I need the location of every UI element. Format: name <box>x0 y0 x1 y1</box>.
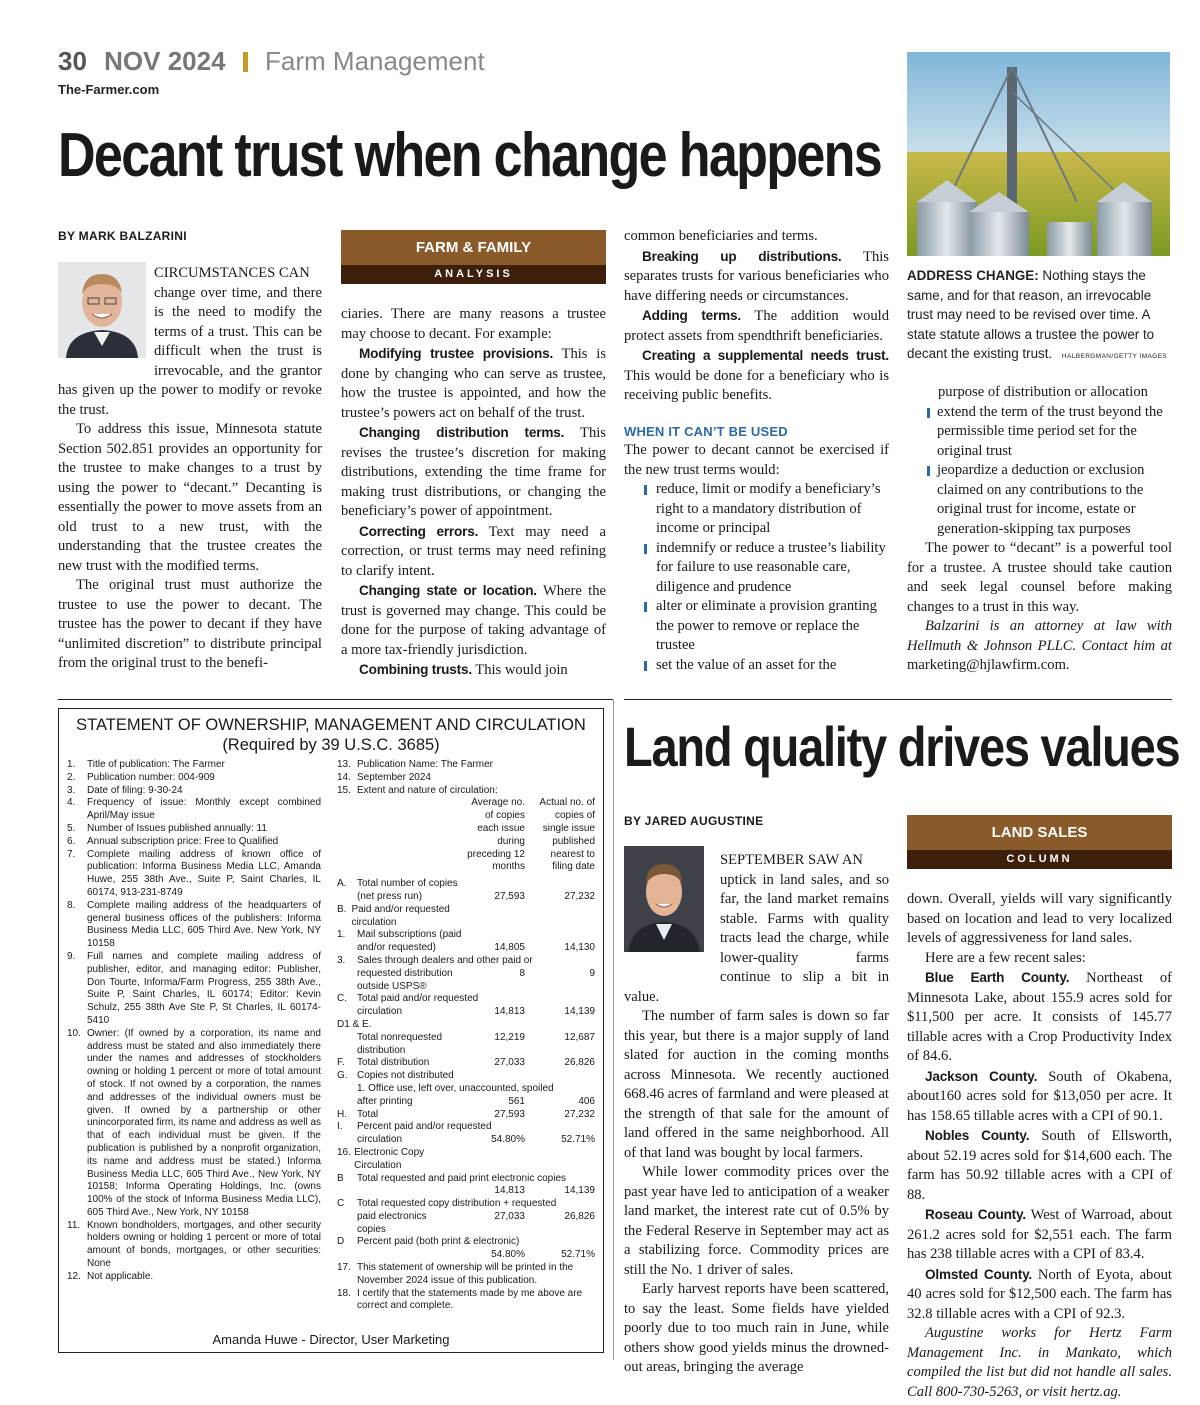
author-email[interactable]: marketing@hjlawfirm.com. <box>907 657 1070 673</box>
row-label: Total paid and/or requested <box>357 993 479 1005</box>
divider-bar <box>243 52 248 72</box>
circulation-row <box>337 1083 595 1109</box>
circulation-row <box>337 1236 595 1262</box>
item-number: 5. <box>67 822 76 834</box>
actual-value: 26,826 <box>564 1210 595 1222</box>
average-value: 14,805 <box>494 942 525 954</box>
item-lead: Adding terms. <box>642 308 741 323</box>
label-subtitle: ANALYSIS <box>341 265 606 284</box>
sale-text: South of Okabena, about160 acres sold for $13,050 per acre. It has 158.65 tillable acres with a CPI of 90.1. <box>907 1068 1172 1124</box>
land-sales-label <box>907 815 1172 869</box>
actual-value <box>525 1147 595 1173</box>
row-label: 1. Office use, left over, unaccounted, spoiled <box>357 1082 554 1094</box>
item-lead: Breaking up distributions. <box>642 248 842 264</box>
article1-column-3 <box>624 227 889 675</box>
bullet-item: reduce, limit or modify a beneficiary’s right to a mandatory distribution of income or principal <box>624 480 889 539</box>
item-text: Title of publication: The Farmer <box>87 759 225 770</box>
item-number: 14. <box>337 771 351 783</box>
item-lead: Modifying trustee provisions. <box>359 346 554 361</box>
row-label: Percent paid and/or requested <box>357 1121 492 1133</box>
statement-item <box>67 1220 321 1271</box>
author-bio <box>907 617 1172 676</box>
page-header <box>58 46 485 76</box>
item-number: 3. <box>67 784 76 796</box>
row-sublabel: circulation <box>357 1006 403 1018</box>
list-item <box>624 346 889 406</box>
statement-subtitle: (Required by 39 U.S.C. 3685) <box>222 736 440 754</box>
row-label: Total <box>357 1108 379 1120</box>
row-number: C <box>337 1198 345 1210</box>
signature-line: Amanda Huwe - Director, User Marketing <box>212 1332 450 1347</box>
article1-intro <box>58 264 322 284</box>
row-label: Total number of copies <box>357 878 458 890</box>
row-sublabel: requested distribution outside USPS® <box>357 967 453 992</box>
item-text: September 2024 <box>357 771 431 783</box>
actual-value: 14,139 <box>564 1185 595 1197</box>
statement-item <box>67 759 321 772</box>
circulation-row <box>337 1173 595 1199</box>
row-number: H. <box>337 1108 347 1120</box>
article1-paragraph: The power to decant cannot be exercised if the new trust terms would: <box>624 442 889 478</box>
section-rule <box>58 699 613 700</box>
article2-headline: Land quality drives values <box>624 715 1180 778</box>
item-number: 7. <box>67 848 76 860</box>
circulation-row <box>337 1147 595 1173</box>
sale-text: North of Eyota, about 40 acres sold for $12,500 each. The farm has 32.8 tillable acres with a CPI of 92.3. <box>907 1266 1172 1322</box>
sale-item <box>907 1067 1172 1127</box>
row-label: Total requested copy distribution + requested <box>357 1198 557 1210</box>
actual-value <box>525 1070 595 1083</box>
article2-column-2 <box>907 890 1172 1402</box>
average-value <box>457 904 525 930</box>
row-label: Mail subscriptions (paid <box>357 929 462 941</box>
item-number: 15. <box>337 784 351 796</box>
bullet-continued: purpose of distribution or allocation <box>938 384 1148 400</box>
item-number: 2. <box>67 771 76 783</box>
bullet-item: jeopardize a deduction or exclusion claimed on any contributions to the original trust for income, estate or generation-skipping tax purposes <box>907 461 1172 539</box>
item-text: Text may need a correction, or trust terms may need refining to clarify intent. <box>341 523 606 579</box>
statement-item <box>337 785 595 798</box>
author-bio: Augustine works for Hertz Farm Management Inc. in Mankato, which compiled the list but did not handle all sales. Call 800-730-5263, or visit hertz.ag. <box>907 1325 1172 1400</box>
circulation-row <box>337 1109 595 1122</box>
column-rule <box>613 700 614 1360</box>
circulation-row <box>337 878 595 904</box>
actual-header: Actual no. of copies of single issue published nearest to filing date <box>539 797 595 873</box>
average-value: 54.80% <box>491 1134 525 1146</box>
article1-column-1 <box>58 264 322 674</box>
item-text: Number of Issues published annually: 11 <box>87 822 267 834</box>
item-text: This would be done for a beneficiary who is receiving public benefits. <box>624 367 889 403</box>
row-sublabel: after printing <box>357 1095 413 1107</box>
article1-column-4 <box>907 383 1172 676</box>
item-text: Known bondholders, mortgages, and other security holders owning or holding 1 percent or more of total amount of bonds, mortgages, or other securities: None <box>87 1219 321 1270</box>
article1-paragraph: The power to “decant” is a powerful tool for a trustee. A trustee should take caution and seek legal counsel before making changes to a trust in this way. <box>907 540 1172 615</box>
grain-silos-photo <box>907 52 1170 256</box>
avg-header: Average no. of copies each issue during preceding 12 months <box>467 797 525 873</box>
item-text: Complete mailing address of known office of publication: Informa Business Media LLC, Amanda Huwe, 255 38th Ave., Suite P, Saint Charles, IL 60174, 913-231-8749 <box>87 848 321 898</box>
article1-paragraph: common beneficiaries and terms. <box>624 228 818 244</box>
statement-item <box>337 772 595 785</box>
float-spacer <box>58 284 154 380</box>
circulation-row <box>337 1121 595 1147</box>
website: The-Farmer.com <box>58 82 160 97</box>
page-number: 30 <box>58 46 87 76</box>
row-label: Percent paid (both print & electronic) <box>357 1236 520 1248</box>
circulation-row <box>337 1019 595 1057</box>
item-text: Publication number: 004-909 <box>87 771 215 783</box>
item-text: Where the trust is governed may change. This could be done for the purpose of taking advantage of a more tax-friendly jurisdiction. <box>341 583 606 658</box>
county-name: Jackson County. <box>925 1068 1038 1084</box>
item-text: Complete mailing address of the headquarters of general business offices of the publishers: Informa Business Media LLC, 605 Third Ave. New York, NY 10158 <box>87 899 321 950</box>
statement-left <box>67 759 321 1284</box>
item-text: Publication Name: The Farmer <box>357 759 493 770</box>
item-text: This revises the trustee’s discretion for making distributions, extending the time frame for making trust distributions, or changing the beneficiary’s power of appointment. <box>341 425 606 519</box>
item-text: Owner: (If owned by a corporation, its name and address must be stated and also immediately there under the names and addresses of stockholders owning or holding 1 percent or more of total amount of stock. If not owned by a corporation, the names and addresses of the individual owners must be given. If owned by a partnership or other unincorporated firm, its name and address as well as that of each individual must be given. If the publication is published by a nonprofit organization, its name and address must be stated.) Informa Business Media LLC, 605 Third Ave., New York, NY 10158; Informa Operating Holdings, Inc. (owns 100% of the stock of Informa Business Media LLC), 605 Third Ave., New York, NY 10158 <box>87 1027 322 1218</box>
item-text: The addition would protect assets from spendthrift beneficiaries. <box>624 308 889 344</box>
statement-item <box>67 1271 321 1284</box>
average-value <box>457 1147 525 1173</box>
item-lead: Correcting errors. <box>359 523 479 539</box>
row-label: Electronic Copy Circulation <box>354 1146 425 1171</box>
item-lead: Creating a supplemental needs trust. <box>642 348 889 363</box>
row-sublabel: and/or requested) <box>357 942 436 954</box>
average-value: 14,813 <box>494 1006 525 1018</box>
article1-headline: Decant trust when change happens <box>58 121 882 190</box>
circulation-row <box>337 904 595 930</box>
article1-paragraph: The original trust must authorize the trustee to use the power to decant. The trustee has the power to decant if they have “unlimited discretion” to distribute principal from the original trust to the benefi- <box>58 577 322 671</box>
sale-text: West of Warroad, about 261.2 acres sold for $2,551 each. The farm has 238 tillable acres with a CPI of 83.4. <box>907 1207 1172 1262</box>
circulation-row <box>337 1070 595 1083</box>
row-label: Total requested and paid print electronic copies <box>357 1172 567 1184</box>
actual-value: 27,232 <box>564 1108 595 1120</box>
article2-intro <box>624 851 889 871</box>
article2-paragraph: Here are a few recent sales: <box>925 949 1086 966</box>
county-name: Roseau County. <box>925 1207 1026 1222</box>
photo-caption <box>907 266 1172 367</box>
average-value: 27,593 <box>494 890 525 902</box>
dropcap-words: CIRCUMSTANCES CAN <box>154 265 310 281</box>
average-value: 27,033 <box>494 1210 525 1222</box>
statement-of-ownership <box>58 708 604 1353</box>
sale-item <box>907 1265 1172 1325</box>
row-number: A. <box>337 878 347 890</box>
issue-date: NOV 2024 <box>104 46 226 76</box>
item-number: 12. <box>67 1270 81 1282</box>
circulation-row <box>337 929 595 955</box>
row-label: Total distribution <box>357 1057 430 1069</box>
row-number: B <box>337 1172 344 1184</box>
article2-paragraph: Early harvest reports have been scattered, to say the least. Some fields have yielded poorly due to too much rain in June, while others show good yields minus the drowned-out areas, bringing the average <box>624 1281 889 1375</box>
statement-item <box>67 900 321 951</box>
actual-value: 26,826 <box>564 1057 595 1069</box>
row-sublabel: (net press run) <box>357 890 423 902</box>
actual-value: 14,130 <box>564 942 595 954</box>
float-spacer <box>624 871 720 969</box>
section-rule <box>624 699 1172 700</box>
item-number: 6. <box>67 835 76 847</box>
circulation-row <box>337 955 595 993</box>
row-number: I. <box>337 1121 343 1133</box>
item-number: 8. <box>67 899 76 911</box>
item-text: Annual subscription price: Free to Qualified <box>87 835 279 847</box>
row-label: Copies not distributed <box>357 1070 454 1082</box>
article1-column-2 <box>341 305 606 681</box>
statement-item <box>337 1288 595 1314</box>
row-sublabel: circulation <box>357 1134 403 1146</box>
county-name: Olmsted County. <box>925 1266 1033 1282</box>
row-sublabel <box>337 1185 457 1198</box>
average-value: 27,033 <box>494 1057 525 1069</box>
article2-paragraph: down. Overall, yields will vary significantly based on location and lead to very localized levels of aggressiveness for land sales. <box>907 891 1172 946</box>
row-number <box>337 1083 357 1096</box>
bullet-item: set the value of an asset for the <box>624 656 889 676</box>
actual-value: 12,687 <box>564 1031 595 1043</box>
average-value: 14,813 <box>494 1185 525 1197</box>
bullet-item: extend the term of the trust beyond the permissible time period set for the original trust <box>907 403 1172 462</box>
article2-column-1 <box>624 851 889 1378</box>
section-name: Farm Management <box>265 46 485 76</box>
item-text: This is done by changing who can serve as trustee, how the trustee is appointed, and how the trustee’s powers act on behalf of the trust. <box>341 346 606 421</box>
item-number: 9. <box>67 950 76 962</box>
actual-value: 27,232 <box>564 890 595 902</box>
row-number: D <box>337 1236 345 1248</box>
label-title: LAND SALES <box>991 824 1088 841</box>
list-item <box>624 247 889 307</box>
actual-value: 14,139 <box>564 1006 595 1018</box>
item-text: This statement of ownership will be printed in the November 2024 issue of this publication. <box>357 1262 574 1286</box>
photo-credit: HALBERGMAN/GETTY IMAGES <box>1061 353 1168 361</box>
list-item <box>341 423 606 522</box>
average-value: 12,219 <box>494 1031 525 1043</box>
actual-value: 52.71% <box>561 1249 595 1261</box>
item-text: Date of filing: 9-30-24 <box>87 784 183 796</box>
statement-item <box>67 785 321 798</box>
statement-item <box>67 836 321 849</box>
actual-value: 406 <box>578 1095 595 1107</box>
average-value <box>457 1070 525 1083</box>
article1-paragraph: change over time, and there is the need to modify the terms of a trust. This can be difficult when the trust is irrevocable, and the grantor has given up the power to modify or revoke the trust. <box>58 284 322 418</box>
row-number: D1 & E. <box>337 1018 372 1030</box>
farm-family-label <box>341 230 606 284</box>
bio-text: Balzarini is an attorney at law with Hellmuth & Johnson PLLC. Contact him at <box>907 618 1172 654</box>
statement-item <box>67 1028 321 1220</box>
circulation-row <box>337 993 595 1019</box>
item-number: 11. <box>67 1219 81 1231</box>
row-number: 1. <box>337 929 346 941</box>
statement-item <box>337 1262 595 1288</box>
actual-value <box>525 904 595 930</box>
statement-item <box>67 951 321 1028</box>
circulation-row <box>337 1057 595 1070</box>
sale-item <box>907 1126 1172 1205</box>
item-text: This separates trusts for various beneficiaries who have differing needs or circumstances. <box>624 248 889 304</box>
article2-paragraph: The number of farm sales is down so far this year, but there is a major supply of land slated for auction in the coming months across Minnesota. We recently auctioned 668.46 acres of farmland and were pleased at the strength of that sale for the amount of land offered in the same neighborhood. All of that land was bought by local farmers. <box>624 1008 889 1161</box>
circulation-row <box>337 1198 595 1236</box>
subhead: WHEN IT CAN’T BE USED <box>624 423 788 439</box>
bullet-item: alter or eliminate a provision granting the power to remove or replace the trustee <box>624 597 889 656</box>
list-item <box>341 344 606 423</box>
item-number: 10. <box>67 1027 81 1039</box>
item-lead: Changing state or location. <box>359 583 537 598</box>
item-number: 13. <box>337 759 351 770</box>
statement-item <box>67 823 321 836</box>
county-name: Blue Earth County. <box>925 970 1070 985</box>
actual-value: 9 <box>589 967 595 979</box>
article1-paragraph: ciaries. There are many reasons a trustee may choose to decant. For example: <box>341 306 606 342</box>
caption-text: Nothing stays the same, and for that reason, an irrevocable trust may need to be revised over time. A state statute allows a trustee the power to decant the existing trust. <box>907 268 1155 362</box>
item-number: 1. <box>67 759 76 770</box>
county-name: Nobles County. <box>925 1128 1030 1143</box>
row-number: 16. <box>337 1146 351 1158</box>
row-label: Paid and/or requested circulation <box>351 903 450 928</box>
row-sublabel <box>337 1249 457 1262</box>
item-number: 17. <box>337 1262 351 1274</box>
actual-value: 52.71% <box>561 1134 595 1146</box>
statement-right <box>337 759 595 1313</box>
row-sublabel: Total nonrequested distribution <box>357 1031 443 1056</box>
row-label: Sales through dealers and other paid or <box>357 954 533 966</box>
article2-byline: BY JARED AUGUSTINE <box>624 814 764 828</box>
list-item <box>341 660 606 681</box>
sale-item <box>907 1205 1172 1265</box>
row-number: F. <box>337 1057 345 1069</box>
average-value: 54.80% <box>491 1249 525 1261</box>
item-number: 4. <box>67 797 76 809</box>
article1-paragraph: To address this issue, Minnesota statute Section 502.851 provides an opportunity for the trustee to make changes to a trust by using the power to “decant.” Decanting is essentially the power to move assets from an old trust to a new trust, with the understanding that the trustee creates the new trust with the modified terms. <box>58 421 322 574</box>
row-number: G. <box>337 1070 348 1082</box>
article2-paragraph: uptick in land sales, and so far, the land market remains stable. Farms with quality tracts lead the charge, while lower-quality farms continue to slip a bit in value. <box>624 871 889 1005</box>
statement-item <box>337 759 595 772</box>
item-text: This would join <box>471 662 568 678</box>
average-value: 561 <box>508 1095 525 1107</box>
item-lead: Combining trusts. <box>359 662 472 677</box>
list-item <box>624 306 889 346</box>
caption-lead: ADDRESS CHANGE: <box>907 268 1039 283</box>
sale-text: South of Ellsworth, about 52.19 acres sold for $14,600 each. The farm has 50.92 tillable acres with a CPI of 88. <box>907 1128 1173 1203</box>
circulation-table <box>337 878 595 1262</box>
list-item <box>341 581 606 660</box>
statement-item <box>67 849 321 900</box>
row-sublabel: paid electronics copies <box>357 1210 427 1235</box>
sale-item <box>907 968 1172 1067</box>
list-item <box>341 522 606 582</box>
label-subtitle: COLUMN <box>907 850 1172 869</box>
row-number: C. <box>337 993 347 1005</box>
row-number: 3. <box>337 954 346 966</box>
statement-title: STATEMENT OF OWNERSHIP, MANAGEMENT AND CIRCULATION <box>76 716 586 734</box>
bullet-item: indemnify or reduce a trustee’s liability for failure to use reasonable care, diligence and prudence <box>624 539 889 598</box>
average-value: 8 <box>519 967 525 979</box>
statement-item <box>67 772 321 785</box>
row-number: B. <box>337 903 347 915</box>
item-lead: Changing distribution terms. <box>359 425 565 440</box>
article1-byline: BY MARK BALZARINI <box>58 229 187 243</box>
sale-text: Northeast of Minnesota Lake, about 155.9 acres sold for $11,500 per acre. It consists of 145.77 tillable acres with a Crop Productivity Index of 84.6. <box>907 970 1172 1064</box>
article2-paragraph: While lower commodity prices over the past year have led to anticipation of a weaker land market, the interest rate cut of 0.5% by the Federal Reserve in September may act as a stabilizing force. Commodity prices are still the No. 1 driver of sales. <box>624 1164 889 1278</box>
dropcap-words: SEPTEMBER SAW AN <box>720 852 863 868</box>
average-value: 27,593 <box>494 1108 525 1120</box>
label-title: FARM & FAMILY <box>415 239 532 256</box>
item-text: Extent and nature of circulation: <box>357 784 498 796</box>
column-headers <box>337 797 595 874</box>
item-text: I certify that the statements made by me above are correct and complete. <box>357 1287 583 1312</box>
item-text: Full names and complete mailing address of publisher, editor, and managing editor: Publisher, Don Tourte, Informa/Farm Progress, 255 38th Ave., Suite P, Saint Charles, IL 60174; Editor: Kevin Schulz, 255 38th Ave Ste P, St Charles, IL 60174-5410 <box>87 950 321 1026</box>
item-text: Not applicable. <box>87 1270 154 1282</box>
item-text: Frequency of issue: Monthly except combined April/May issue <box>87 797 321 822</box>
item-number: 18. <box>337 1287 351 1299</box>
statement-item <box>67 797 321 823</box>
